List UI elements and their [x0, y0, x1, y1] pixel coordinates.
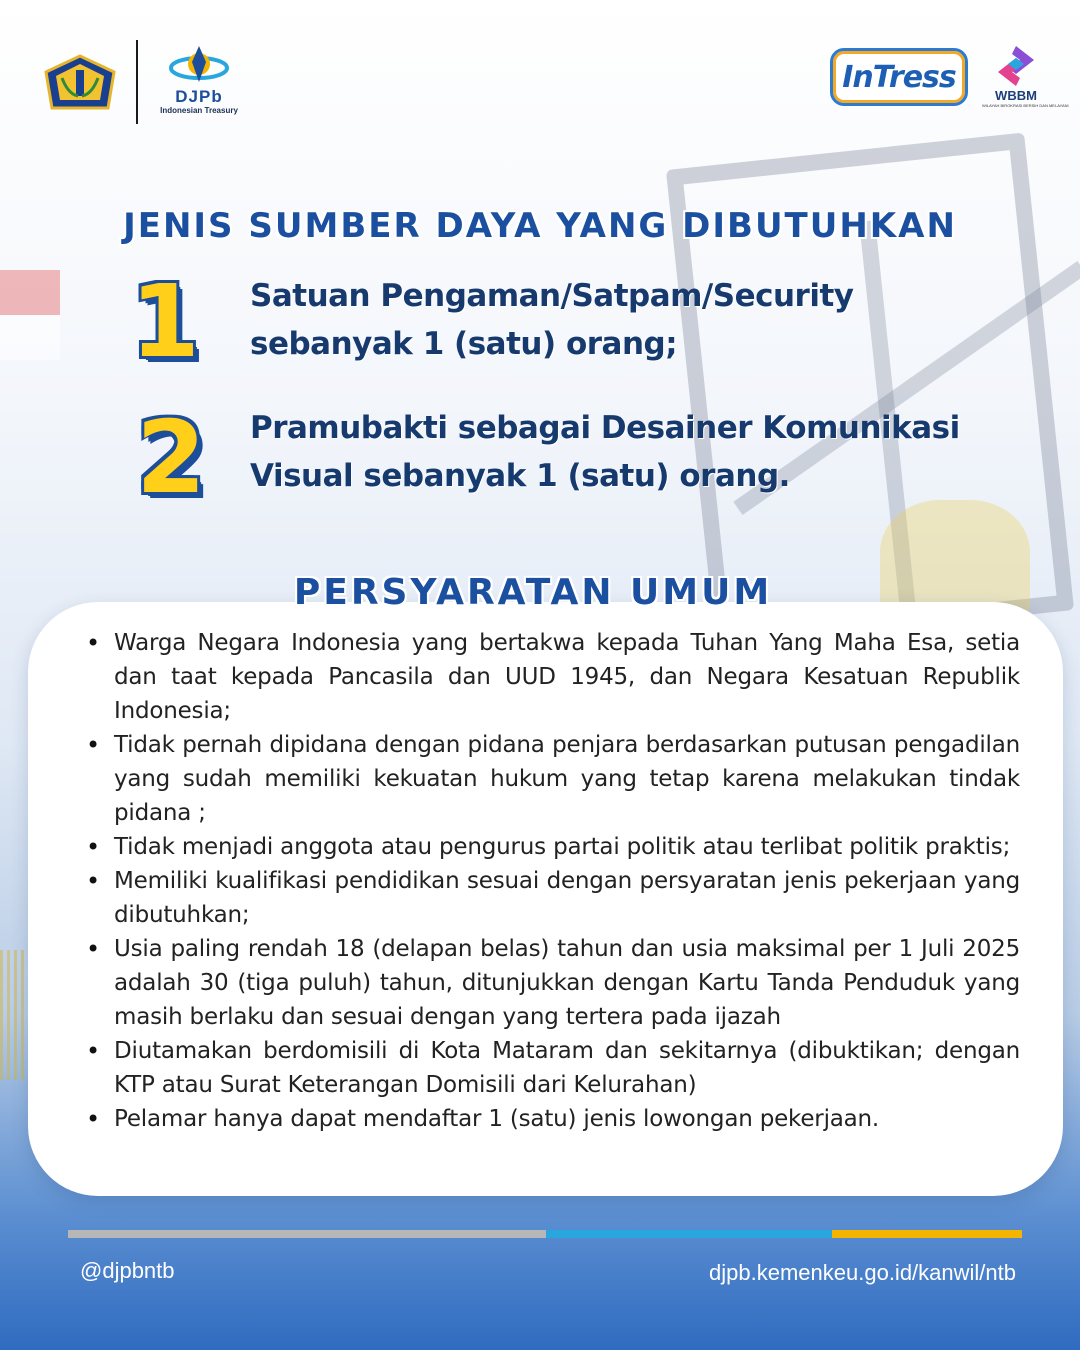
resource-number-1: 1 [130, 263, 200, 380]
footer-bar-yellow [832, 1230, 1022, 1238]
requirement-item: • Tidak menjadi anggota atau pengurus partai politik atau terlibat politik praktis; [84, 830, 1020, 864]
wbbm-logo [982, 44, 1069, 120]
kemenkeu-logo [44, 54, 116, 112]
resource-item-1 [250, 272, 990, 368]
requirement-item: • Memiliki kualifikasi pendidikan sesuai dengan persyaratan jenis pekerjaan yang dibutuhkan; [84, 864, 1020, 932]
intress-logo [830, 48, 968, 106]
wbbm-logo-subtitle: WILAYAH BIROKRASI BERSIH DAN MELAYANI [982, 103, 1069, 108]
intress-logo-text: InTress [842, 59, 956, 95]
resource-item-2-line2: Visual sebanyak 1 (satu) orang. [250, 458, 790, 494]
background-flag [0, 270, 60, 360]
requirement-item: • Tidak pernah dipidana dengan pidana penjara berdasarkan putusan pengadilan yang sudah memiliki kekuatan hukum yang tetap karena melakukan tindak pidana ; [84, 728, 1020, 830]
requirement-item: • Warga Negara Indonesia yang bertakwa kepada Tuhan Yang Maha Esa, setia dan taat kepada Pancasila dan UUD 1945, dan Negara Kesatuan Republik Indonesia; [84, 626, 1020, 728]
resource-number-2: 2 [136, 399, 206, 516]
resource-item-1-line2: sebanyak 1 (satu) orang; [250, 326, 678, 362]
website-url[interactable]: djpb.kemenkeu.go.id/kanwil/ntb [709, 1260, 1016, 1285]
resource-item-2 [250, 404, 990, 500]
requirements-title: PERSYARATAN UMUM [293, 572, 773, 613]
djpb-logo [154, 42, 244, 126]
social-handle[interactable]: @djpbntb [80, 1258, 175, 1283]
resource-item-1-line1: Satuan Pengaman/Satpam/Security [250, 278, 854, 314]
requirement-item: • Pelamar hanya dapat mendaftar 1 (satu) jenis lowongan pekerjaan. [84, 1102, 1020, 1136]
requirements-list [84, 626, 1020, 1136]
requirement-item: • Diutamakan berdomisili di Kota Mataram dan sekitarnya (dibuktikan; dengan KTP atau Surat Keterangan Domisili dari Kelurahan) [84, 1034, 1020, 1102]
footer-bar-blue [546, 1230, 832, 1238]
footer-bar-grey [68, 1230, 546, 1238]
requirement-item: • Usia paling rendah 18 (delapan belas) tahun dan usia maksimal per 1 Juli 2025 adalah 30 (tiga puluh) tahun, ditunjukkan dengan Kartu Tanda Penduduk yang masih berlaku dan sesuai dengan yang tertera pada ijazah [84, 932, 1020, 1034]
djpb-logo-title: DJPb [175, 87, 223, 106]
djpb-logo-subtitle: Indonesian Treasury [160, 106, 238, 115]
resource-item-2-line1: Pramubakti sebagai Desainer Komunikasi [250, 410, 960, 446]
wbbm-logo-title: WBBM [995, 88, 1037, 103]
header-divider [136, 40, 138, 124]
resources-title: JENIS SUMBER DAYA YANG DIBUTUHKAN [123, 206, 957, 246]
